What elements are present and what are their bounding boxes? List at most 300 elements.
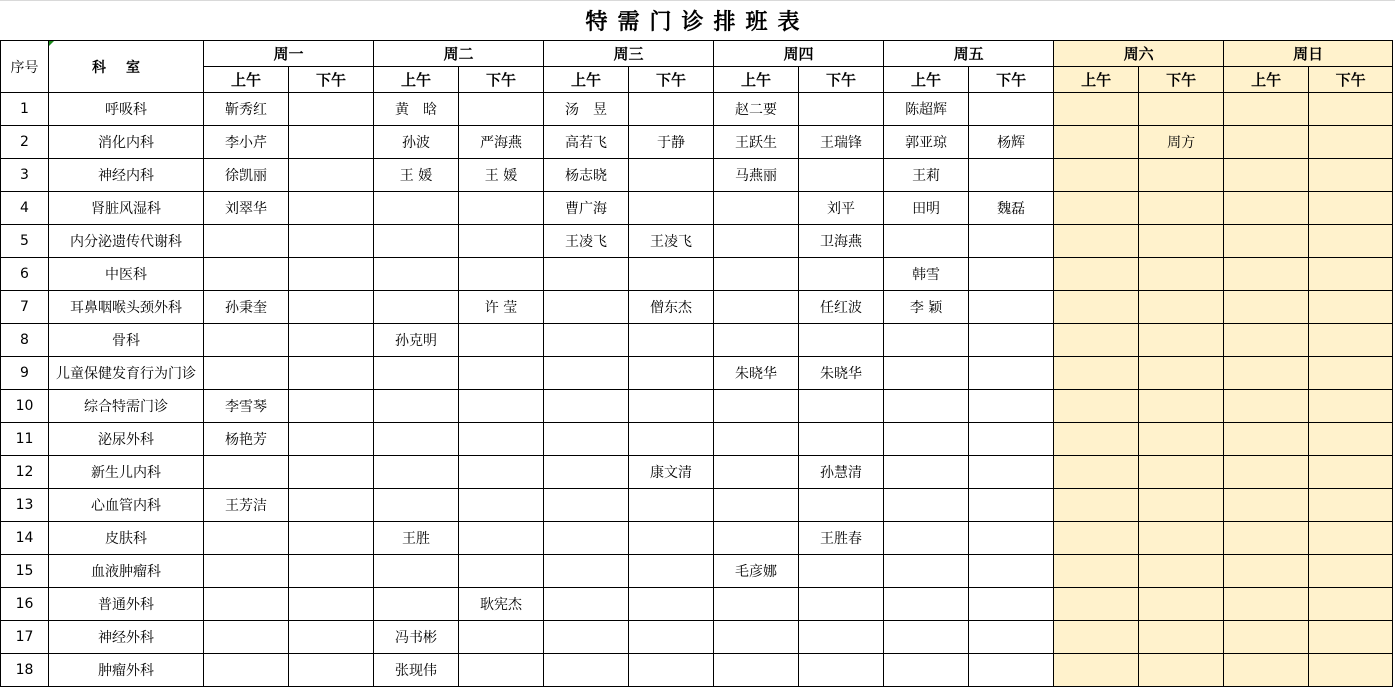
slot-cell-sun-pm[interactable]	[1309, 357, 1393, 390]
slot-cell-mon-pm[interactable]	[289, 291, 374, 324]
slot-cell-sun-am[interactable]	[1224, 225, 1309, 258]
dept-cell[interactable]: 血液肿瘤科	[49, 555, 204, 588]
slot-cell-sun-am[interactable]	[1224, 555, 1309, 588]
slot-cell-sat-pm[interactable]	[1139, 258, 1224, 291]
seq-cell[interactable]: 6	[1, 258, 49, 291]
slot-cell-mon-am[interactable]: 孙秉奎	[204, 291, 289, 324]
slot-cell-thu-pm[interactable]: 刘平	[799, 192, 884, 225]
slot-cell-fri-am[interactable]	[884, 324, 969, 357]
slot-cell-fri-am[interactable]	[884, 390, 969, 423]
slot-cell-thu-pm[interactable]	[799, 390, 884, 423]
slot-cell-sun-pm[interactable]	[1309, 522, 1393, 555]
seq-header[interactable]: 序号	[1, 41, 49, 93]
slot-cell-mon-am[interactable]: 杨艳芳	[204, 423, 289, 456]
slot-cell-wed-am[interactable]	[544, 489, 629, 522]
slot-cell-tue-am[interactable]	[374, 225, 459, 258]
seq-cell[interactable]: 3	[1, 159, 49, 192]
slot-cell-tue-am[interactable]	[374, 291, 459, 324]
period-header-thu-am[interactable]: 上午	[714, 67, 799, 93]
seq-cell[interactable]: 8	[1, 324, 49, 357]
slot-cell-tue-pm[interactable]	[459, 357, 544, 390]
slot-cell-wed-pm[interactable]	[629, 654, 714, 687]
slot-cell-mon-pm[interactable]	[289, 258, 374, 291]
slot-cell-thu-pm[interactable]: 孙慧清	[799, 456, 884, 489]
slot-cell-tue-pm[interactable]: 王 媛	[459, 159, 544, 192]
slot-cell-fri-pm[interactable]: 杨辉	[969, 126, 1054, 159]
slot-cell-tue-pm[interactable]	[459, 654, 544, 687]
slot-cell-sat-am[interactable]	[1054, 489, 1139, 522]
slot-cell-wed-am[interactable]	[544, 357, 629, 390]
slot-cell-sat-pm[interactable]	[1139, 357, 1224, 390]
slot-cell-mon-pm[interactable]	[289, 489, 374, 522]
slot-cell-thu-pm[interactable]	[799, 555, 884, 588]
slot-cell-sat-pm[interactable]	[1139, 423, 1224, 456]
slot-cell-fri-am[interactable]	[884, 588, 969, 621]
period-header-sat-pm[interactable]: 下午	[1139, 67, 1224, 93]
slot-cell-wed-pm[interactable]: 康文清	[629, 456, 714, 489]
slot-cell-sat-am[interactable]	[1054, 654, 1139, 687]
slot-cell-tue-pm[interactable]	[459, 390, 544, 423]
slot-cell-mon-pm[interactable]	[289, 423, 374, 456]
slot-cell-sun-pm[interactable]	[1309, 159, 1393, 192]
period-header-fri-pm[interactable]: 下午	[969, 67, 1054, 93]
slot-cell-sat-pm[interactable]	[1139, 225, 1224, 258]
slot-cell-mon-am[interactable]: 王芳洁	[204, 489, 289, 522]
slot-cell-sat-pm[interactable]	[1139, 555, 1224, 588]
slot-cell-wed-pm[interactable]	[629, 357, 714, 390]
slot-cell-sun-pm[interactable]	[1309, 621, 1393, 654]
slot-cell-wed-pm[interactable]	[629, 555, 714, 588]
slot-cell-mon-pm[interactable]	[289, 588, 374, 621]
slot-cell-wed-am[interactable]: 杨志晓	[544, 159, 629, 192]
slot-cell-mon-am[interactable]	[204, 588, 289, 621]
slot-cell-tue-am[interactable]: 孙波	[374, 126, 459, 159]
slot-cell-tue-am[interactable]: 孙克明	[374, 324, 459, 357]
slot-cell-fri-am[interactable]	[884, 225, 969, 258]
slot-cell-tue-pm[interactable]	[459, 621, 544, 654]
slot-cell-sun-pm[interactable]	[1309, 126, 1393, 159]
slot-cell-thu-am[interactable]	[714, 489, 799, 522]
slot-cell-fri-pm[interactable]	[969, 489, 1054, 522]
slot-cell-mon-am[interactable]	[204, 225, 289, 258]
dept-cell[interactable]: 新生儿内科	[49, 456, 204, 489]
slot-cell-fri-pm[interactable]	[969, 225, 1054, 258]
slot-cell-fri-am[interactable]: 韩雪	[884, 258, 969, 291]
period-header-sun-pm[interactable]: 下午	[1309, 67, 1393, 93]
slot-cell-mon-pm[interactable]	[289, 555, 374, 588]
day-header-mon[interactable]: 周一	[204, 41, 374, 67]
dept-cell[interactable]: 皮肤科	[49, 522, 204, 555]
slot-cell-fri-pm[interactable]	[969, 159, 1054, 192]
dept-cell[interactable]: 中医科	[49, 258, 204, 291]
slot-cell-tue-pm[interactable]	[459, 93, 544, 126]
slot-cell-sun-am[interactable]	[1224, 456, 1309, 489]
slot-cell-sat-pm[interactable]	[1139, 489, 1224, 522]
slot-cell-sun-am[interactable]	[1224, 621, 1309, 654]
day-header-tue[interactable]: 周二	[374, 41, 544, 67]
slot-cell-wed-pm[interactable]	[629, 522, 714, 555]
slot-cell-wed-pm[interactable]	[629, 621, 714, 654]
slot-cell-wed-am[interactable]	[544, 456, 629, 489]
slot-cell-thu-am[interactable]	[714, 324, 799, 357]
slot-cell-wed-am[interactable]	[544, 291, 629, 324]
slot-cell-mon-am[interactable]: 李雪琴	[204, 390, 289, 423]
slot-cell-fri-pm[interactable]	[969, 588, 1054, 621]
dept-cell[interactable]: 肿瘤外科	[49, 654, 204, 687]
slot-cell-wed-am[interactable]	[544, 588, 629, 621]
slot-cell-tue-am[interactable]	[374, 192, 459, 225]
slot-cell-mon-am[interactable]	[204, 324, 289, 357]
slot-cell-fri-am[interactable]	[884, 423, 969, 456]
slot-cell-tue-pm[interactable]	[459, 489, 544, 522]
slot-cell-tue-am[interactable]: 王胜	[374, 522, 459, 555]
seq-cell[interactable]: 17	[1, 621, 49, 654]
day-header-fri[interactable]: 周五	[884, 41, 1054, 67]
slot-cell-mon-am[interactable]	[204, 258, 289, 291]
slot-cell-thu-am[interactable]	[714, 390, 799, 423]
slot-cell-fri-pm[interactable]	[969, 390, 1054, 423]
slot-cell-sat-pm[interactable]	[1139, 654, 1224, 687]
slot-cell-thu-am[interactable]	[714, 621, 799, 654]
slot-cell-wed-pm[interactable]	[629, 489, 714, 522]
period-header-sat-am[interactable]: 上午	[1054, 67, 1139, 93]
seq-cell[interactable]: 15	[1, 555, 49, 588]
slot-cell-wed-am[interactable]: 汤 昱	[544, 93, 629, 126]
slot-cell-thu-pm[interactable]	[799, 621, 884, 654]
seq-cell[interactable]: 13	[1, 489, 49, 522]
slot-cell-sat-pm[interactable]	[1139, 324, 1224, 357]
slot-cell-sat-am[interactable]	[1054, 390, 1139, 423]
slot-cell-mon-pm[interactable]	[289, 192, 374, 225]
slot-cell-fri-pm[interactable]	[969, 456, 1054, 489]
slot-cell-fri-am[interactable]: 王莉	[884, 159, 969, 192]
slot-cell-sun-pm[interactable]	[1309, 489, 1393, 522]
slot-cell-tue-am[interactable]	[374, 423, 459, 456]
slot-cell-sat-pm[interactable]	[1139, 456, 1224, 489]
slot-cell-sat-pm[interactable]	[1139, 192, 1224, 225]
slot-cell-sun-am[interactable]	[1224, 126, 1309, 159]
slot-cell-sun-pm[interactable]	[1309, 93, 1393, 126]
seq-cell[interactable]: 5	[1, 225, 49, 258]
slot-cell-thu-pm[interactable]	[799, 489, 884, 522]
seq-cell[interactable]: 2	[1, 126, 49, 159]
slot-cell-thu-pm[interactable]	[799, 588, 884, 621]
slot-cell-tue-pm[interactable]: 严海燕	[459, 126, 544, 159]
slot-cell-fri-am[interactable]	[884, 456, 969, 489]
day-header-sun[interactable]: 周日	[1224, 41, 1393, 67]
slot-cell-sun-am[interactable]	[1224, 522, 1309, 555]
slot-cell-thu-pm[interactable]	[799, 159, 884, 192]
day-header-wed[interactable]: 周三	[544, 41, 714, 67]
slot-cell-wed-pm[interactable]: 于静	[629, 126, 714, 159]
slot-cell-wed-am[interactable]	[544, 390, 629, 423]
slot-cell-tue-am[interactable]: 张现伟	[374, 654, 459, 687]
dept-cell[interactable]: 泌尿外科	[49, 423, 204, 456]
slot-cell-tue-am[interactable]	[374, 390, 459, 423]
slot-cell-sat-am[interactable]	[1054, 225, 1139, 258]
slot-cell-wed-pm[interactable]	[629, 192, 714, 225]
slot-cell-wed-am[interactable]	[544, 654, 629, 687]
slot-cell-sun-pm[interactable]	[1309, 654, 1393, 687]
slot-cell-mon-am[interactable]	[204, 555, 289, 588]
period-header-thu-pm[interactable]: 下午	[799, 67, 884, 93]
slot-cell-fri-am[interactable]	[884, 522, 969, 555]
slot-cell-wed-am[interactable]: 王凌飞	[544, 225, 629, 258]
slot-cell-tue-am[interactable]: 王 媛	[374, 159, 459, 192]
slot-cell-mon-pm[interactable]	[289, 390, 374, 423]
slot-cell-sun-pm[interactable]	[1309, 324, 1393, 357]
dept-cell[interactable]: 呼吸科	[49, 93, 204, 126]
seq-cell[interactable]: 12	[1, 456, 49, 489]
slot-cell-sat-am[interactable]	[1054, 258, 1139, 291]
slot-cell-sat-am[interactable]	[1054, 357, 1139, 390]
slot-cell-thu-am[interactable]	[714, 423, 799, 456]
slot-cell-wed-pm[interactable]	[629, 159, 714, 192]
slot-cell-mon-am[interactable]: 刘翠华	[204, 192, 289, 225]
slot-cell-sun-pm[interactable]	[1309, 390, 1393, 423]
slot-cell-sun-am[interactable]	[1224, 324, 1309, 357]
slot-cell-thu-pm[interactable]	[799, 93, 884, 126]
slot-cell-thu-pm[interactable]	[799, 654, 884, 687]
dept-cell[interactable]: 综合特需门诊	[49, 390, 204, 423]
seq-cell[interactable]: 4	[1, 192, 49, 225]
seq-cell[interactable]: 10	[1, 390, 49, 423]
slot-cell-tue-am[interactable]	[374, 588, 459, 621]
slot-cell-wed-pm[interactable]	[629, 324, 714, 357]
slot-cell-mon-pm[interactable]	[289, 357, 374, 390]
slot-cell-tue-pm[interactable]	[459, 423, 544, 456]
slot-cell-sun-pm[interactable]	[1309, 588, 1393, 621]
slot-cell-thu-pm[interactable]: 任红波	[799, 291, 884, 324]
slot-cell-sat-am[interactable]	[1054, 159, 1139, 192]
slot-cell-wed-pm[interactable]	[629, 588, 714, 621]
slot-cell-thu-am[interactable]	[714, 654, 799, 687]
slot-cell-sat-pm[interactable]: 周方	[1139, 126, 1224, 159]
slot-cell-sun-am[interactable]	[1224, 291, 1309, 324]
slot-cell-thu-am[interactable]	[714, 522, 799, 555]
slot-cell-mon-pm[interactable]	[289, 93, 374, 126]
slot-cell-mon-am[interactable]	[204, 357, 289, 390]
dept-cell[interactable]: 内分泌遗传代谢科	[49, 225, 204, 258]
slot-cell-sat-pm[interactable]	[1139, 522, 1224, 555]
slot-cell-fri-pm[interactable]: 魏磊	[969, 192, 1054, 225]
slot-cell-thu-am[interactable]	[714, 225, 799, 258]
slot-cell-tue-pm[interactable]: 耿宪杰	[459, 588, 544, 621]
slot-cell-sat-pm[interactable]	[1139, 159, 1224, 192]
slot-cell-thu-pm[interactable]	[799, 423, 884, 456]
slot-cell-sat-pm[interactable]	[1139, 390, 1224, 423]
slot-cell-sat-am[interactable]	[1054, 324, 1139, 357]
slot-cell-fri-am[interactable]	[884, 555, 969, 588]
dept-cell[interactable]: 普通外科	[49, 588, 204, 621]
slot-cell-tue-am[interactable]: 冯书彬	[374, 621, 459, 654]
slot-cell-thu-am[interactable]	[714, 588, 799, 621]
slot-cell-thu-am[interactable]	[714, 258, 799, 291]
slot-cell-wed-am[interactable]	[544, 423, 629, 456]
slot-cell-sun-pm[interactable]	[1309, 225, 1393, 258]
slot-cell-wed-am[interactable]	[544, 258, 629, 291]
slot-cell-sun-pm[interactable]	[1309, 555, 1393, 588]
slot-cell-thu-pm[interactable]: 朱晓华	[799, 357, 884, 390]
period-header-wed-am[interactable]: 上午	[544, 67, 629, 93]
seq-cell[interactable]: 16	[1, 588, 49, 621]
slot-cell-wed-pm[interactable]	[629, 93, 714, 126]
slot-cell-fri-pm[interactable]	[969, 423, 1054, 456]
slot-cell-sat-am[interactable]	[1054, 555, 1139, 588]
slot-cell-mon-am[interactable]	[204, 522, 289, 555]
slot-cell-sun-am[interactable]	[1224, 654, 1309, 687]
slot-cell-thu-am[interactable]	[714, 456, 799, 489]
slot-cell-sun-am[interactable]	[1224, 159, 1309, 192]
slot-cell-sun-am[interactable]	[1224, 423, 1309, 456]
dept-cell[interactable]: 骨科	[49, 324, 204, 357]
slot-cell-sun-am[interactable]	[1224, 357, 1309, 390]
slot-cell-sun-pm[interactable]	[1309, 258, 1393, 291]
seq-cell[interactable]: 11	[1, 423, 49, 456]
slot-cell-tue-pm[interactable]	[459, 225, 544, 258]
slot-cell-wed-am[interactable]: 高若飞	[544, 126, 629, 159]
slot-cell-fri-pm[interactable]	[969, 555, 1054, 588]
slot-cell-fri-pm[interactable]	[969, 621, 1054, 654]
slot-cell-thu-am[interactable]: 赵二要	[714, 93, 799, 126]
slot-cell-tue-am[interactable]	[374, 555, 459, 588]
slot-cell-mon-pm[interactable]	[289, 621, 374, 654]
slot-cell-thu-pm[interactable]	[799, 258, 884, 291]
slot-cell-fri-am[interactable]	[884, 489, 969, 522]
slot-cell-tue-am[interactable]: 黄 晗	[374, 93, 459, 126]
slot-cell-fri-am[interactable]: 李 颖	[884, 291, 969, 324]
period-header-fri-am[interactable]: 上午	[884, 67, 969, 93]
slot-cell-sun-am[interactable]	[1224, 588, 1309, 621]
slot-cell-thu-am[interactable]: 王跃生	[714, 126, 799, 159]
slot-cell-fri-am[interactable]	[884, 654, 969, 687]
slot-cell-thu-pm[interactable]: 王瑞锋	[799, 126, 884, 159]
slot-cell-mon-pm[interactable]	[289, 159, 374, 192]
slot-cell-sat-pm[interactable]	[1139, 93, 1224, 126]
dept-cell[interactable]: 儿童保健发育行为门诊	[49, 357, 204, 390]
dept-cell[interactable]: 消化内科	[49, 126, 204, 159]
slot-cell-thu-am[interactable]: 毛彦娜	[714, 555, 799, 588]
slot-cell-wed-am[interactable]: 曹广海	[544, 192, 629, 225]
slot-cell-thu-am[interactable]	[714, 291, 799, 324]
slot-cell-mon-pm[interactable]	[289, 126, 374, 159]
slot-cell-sat-am[interactable]	[1054, 192, 1139, 225]
slot-cell-mon-am[interactable]	[204, 621, 289, 654]
slot-cell-fri-am[interactable]: 陈超辉	[884, 93, 969, 126]
slot-cell-fri-pm[interactable]	[969, 291, 1054, 324]
slot-cell-fri-pm[interactable]	[969, 258, 1054, 291]
slot-cell-tue-am[interactable]	[374, 357, 459, 390]
slot-cell-fri-pm[interactable]	[969, 93, 1054, 126]
slot-cell-sun-am[interactable]	[1224, 258, 1309, 291]
slot-cell-sat-pm[interactable]	[1139, 291, 1224, 324]
slot-cell-sun-pm[interactable]	[1309, 291, 1393, 324]
slot-cell-wed-am[interactable]	[544, 621, 629, 654]
slot-cell-mon-am[interactable]: 徐凯丽	[204, 159, 289, 192]
slot-cell-wed-am[interactable]	[544, 555, 629, 588]
slot-cell-sat-am[interactable]	[1054, 423, 1139, 456]
slot-cell-fri-pm[interactable]	[969, 324, 1054, 357]
slot-cell-wed-pm[interactable]	[629, 258, 714, 291]
slot-cell-sat-am[interactable]	[1054, 522, 1139, 555]
slot-cell-mon-pm[interactable]	[289, 225, 374, 258]
seq-cell[interactable]: 18	[1, 654, 49, 687]
slot-cell-fri-pm[interactable]	[969, 357, 1054, 390]
slot-cell-thu-pm[interactable]	[799, 324, 884, 357]
slot-cell-sun-am[interactable]	[1224, 192, 1309, 225]
dept-cell[interactable]: 神经内科	[49, 159, 204, 192]
slot-cell-fri-am[interactable]	[884, 621, 969, 654]
seq-cell[interactable]: 7	[1, 291, 49, 324]
slot-cell-wed-pm[interactable]	[629, 423, 714, 456]
slot-cell-tue-pm[interactable]	[459, 456, 544, 489]
slot-cell-sat-am[interactable]	[1054, 588, 1139, 621]
slot-cell-sun-pm[interactable]	[1309, 456, 1393, 489]
slot-cell-fri-pm[interactable]	[969, 654, 1054, 687]
slot-cell-sun-pm[interactable]	[1309, 423, 1393, 456]
slot-cell-tue-pm[interactable]: 许 莹	[459, 291, 544, 324]
period-header-mon-pm[interactable]: 下午	[289, 67, 374, 93]
slot-cell-thu-pm[interactable]: 卫海燕	[799, 225, 884, 258]
dept-cell[interactable]: 肾脏风湿科	[49, 192, 204, 225]
slot-cell-sat-am[interactable]	[1054, 456, 1139, 489]
slot-cell-thu-am[interactable]	[714, 192, 799, 225]
slot-cell-fri-am[interactable]	[884, 357, 969, 390]
slot-cell-sun-am[interactable]	[1224, 93, 1309, 126]
slot-cell-wed-am[interactable]	[544, 522, 629, 555]
slot-cell-sat-am[interactable]	[1054, 291, 1139, 324]
slot-cell-thu-am[interactable]: 朱晓华	[714, 357, 799, 390]
slot-cell-mon-pm[interactable]	[289, 522, 374, 555]
slot-cell-mon-pm[interactable]	[289, 456, 374, 489]
seq-cell[interactable]: 14	[1, 522, 49, 555]
slot-cell-tue-pm[interactable]	[459, 522, 544, 555]
slot-cell-mon-pm[interactable]	[289, 324, 374, 357]
slot-cell-mon-am[interactable]: 靳秀红	[204, 93, 289, 126]
slot-cell-fri-pm[interactable]	[969, 522, 1054, 555]
slot-cell-wed-pm[interactable]: 僧东杰	[629, 291, 714, 324]
slot-cell-tue-am[interactable]	[374, 489, 459, 522]
period-header-wed-pm[interactable]: 下午	[629, 67, 714, 93]
slot-cell-sun-pm[interactable]	[1309, 192, 1393, 225]
period-header-sun-am[interactable]: 上午	[1224, 67, 1309, 93]
slot-cell-mon-am[interactable]: 李小芹	[204, 126, 289, 159]
slot-cell-fri-am[interactable]: 田明	[884, 192, 969, 225]
slot-cell-tue-pm[interactable]	[459, 324, 544, 357]
slot-cell-sat-pm[interactable]	[1139, 588, 1224, 621]
seq-cell[interactable]: 9	[1, 357, 49, 390]
slot-cell-tue-am[interactable]	[374, 258, 459, 291]
slot-cell-mon-pm[interactable]	[289, 654, 374, 687]
dept-cell[interactable]: 心血管内科	[49, 489, 204, 522]
slot-cell-tue-pm[interactable]	[459, 192, 544, 225]
slot-cell-sat-am[interactable]	[1054, 621, 1139, 654]
day-header-thu[interactable]: 周四	[714, 41, 884, 67]
dept-header[interactable]	[49, 41, 204, 93]
slot-cell-mon-am[interactable]	[204, 456, 289, 489]
dept-cell[interactable]: 神经外科	[49, 621, 204, 654]
period-header-tue-pm[interactable]: 下午	[459, 67, 544, 93]
slot-cell-tue-pm[interactable]	[459, 258, 544, 291]
slot-cell-tue-am[interactable]	[374, 456, 459, 489]
day-header-sat[interactable]: 周六	[1054, 41, 1224, 67]
slot-cell-sun-am[interactable]	[1224, 489, 1309, 522]
slot-cell-sat-pm[interactable]	[1139, 621, 1224, 654]
dept-cell[interactable]: 耳鼻咽喉头颈外科	[49, 291, 204, 324]
slot-cell-sat-am[interactable]	[1054, 126, 1139, 159]
slot-cell-sat-am[interactable]	[1054, 93, 1139, 126]
slot-cell-mon-am[interactable]	[204, 654, 289, 687]
